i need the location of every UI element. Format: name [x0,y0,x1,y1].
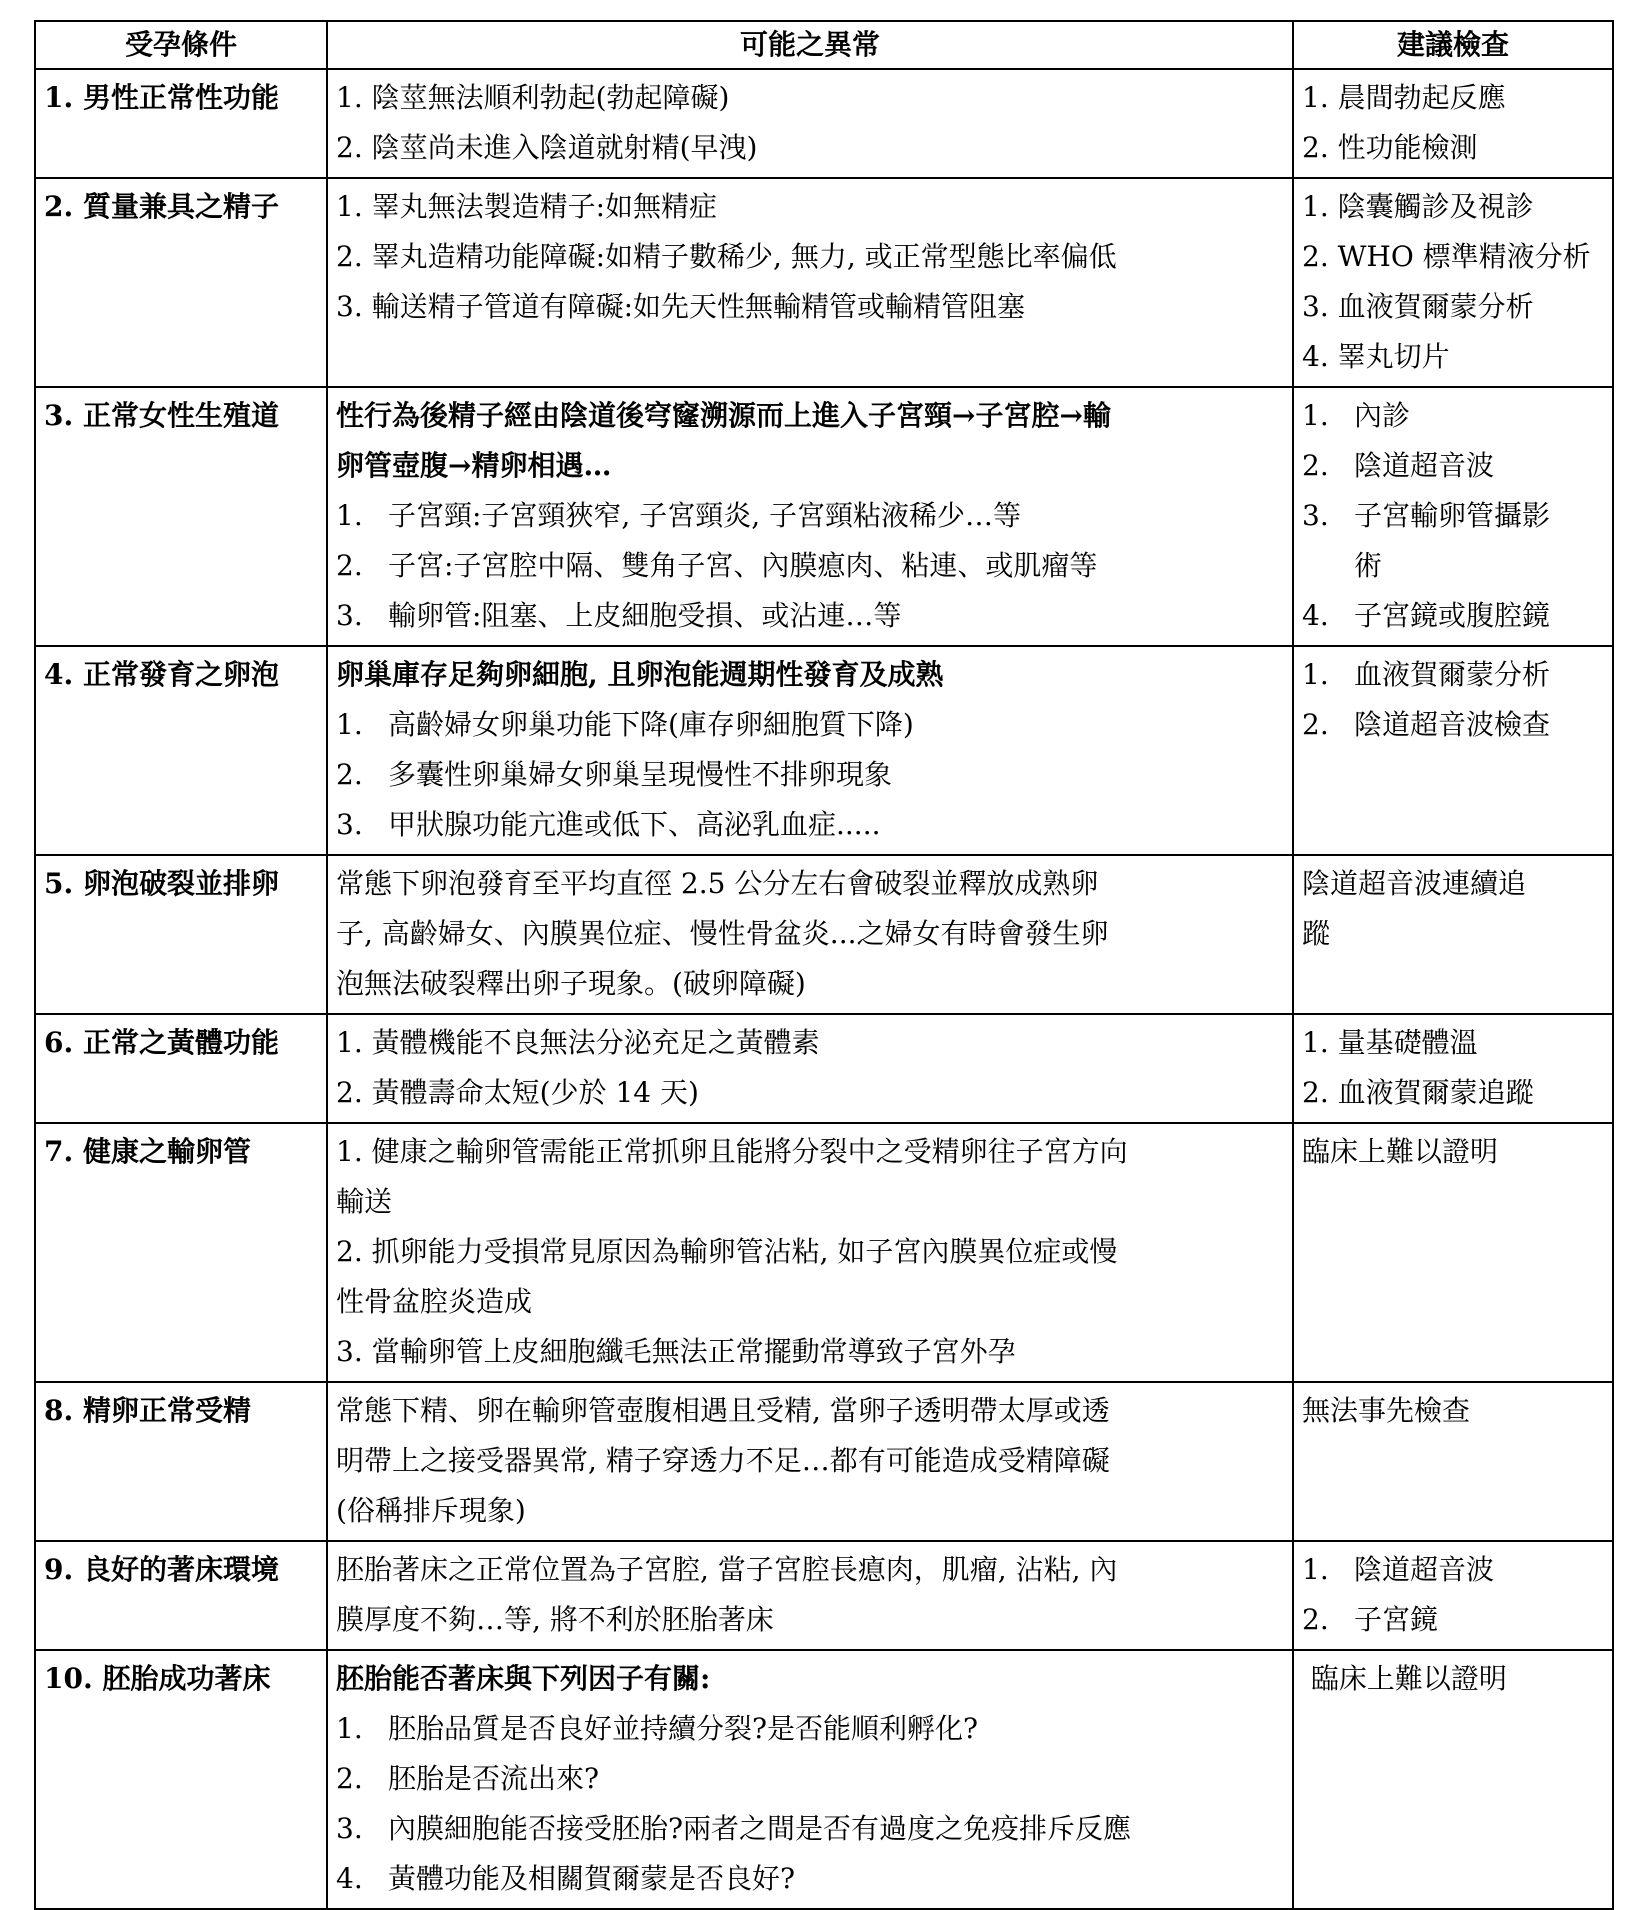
abnormality-cell [327,1382,1293,1541]
condition-cell: 7. 健康之輸卵管 [35,1123,327,1382]
abnormality-item: 明帶上之接受器異常, 精子穿透力不足…都有可能造成受精障礙 [336,1444,1110,1477]
abnormality-item [336,1854,1284,1904]
item-text: 高齡婦女卵巢功能下降(庫存卵細胞質下降) [388,708,914,741]
abnormality-item: 胚胎著床之正常位置為子宮腔, 當子宮腔長瘜肉，肌瘤, 沾粘, 內 [336,1553,1118,1586]
abnormality-intro: 卵管壺腹→精卵相遇… [336,449,612,482]
exam-item: 1. 晨間勃起反應 [1302,81,1506,114]
abnormality-item [336,800,1284,850]
abnormality-cell [327,1650,1293,1909]
exam-item [1302,700,1604,750]
item-text: 血液賀爾蒙分析 [1354,658,1551,691]
abnormality-item [336,700,1284,750]
abnormality-item: 輸送 [336,1185,393,1218]
exam-item [1302,1595,1604,1645]
abnormality-item: 3. 當輸卵管上皮細胞纖毛無法正常擺動常導致子宮外孕 [336,1335,1016,1368]
abnormality-cell [327,855,1293,1014]
item-number: 3. [336,1812,363,1845]
exam-item [1302,491,1604,541]
item-number: 1. [336,1712,363,1745]
item-number: 2. [1302,708,1329,741]
item-text: 子宮鏡或腹腔鏡 [1354,599,1551,632]
abnormality-item: 2. 黃體壽命太短(少於 14 天) [336,1076,699,1109]
table-row [35,178,1613,387]
item-number: 1. [336,499,363,532]
exam-item [1302,650,1604,700]
condition-cell: 6. 正常之黃體功能 [35,1014,327,1123]
table-body [35,69,1613,1909]
condition-cell: 10. 胚胎成功著床 [35,1650,327,1909]
item-text: 輸卵管:阻塞、上皮細胞受損、或沾連…等 [388,599,902,632]
abnormality-item [336,491,1284,541]
exam-cell [1293,69,1613,178]
exam-item: 蹤 [1302,917,1331,950]
exam-item: 臨床上難以證明 [1302,1662,1507,1695]
item-text: 內診 [1354,399,1411,432]
item-number: 3. [336,808,363,841]
abnormality-cell [327,178,1293,387]
item-text: 胚胎品質是否良好並持續分裂?是否能順利孵化? [388,1712,979,1745]
abnormality-item: 常態下卵泡發育至平均直徑 2.5 公分左右會破裂並釋放成熟卵 [336,867,1099,900]
table-row [35,1541,1613,1650]
item-number: 2. [1302,449,1329,482]
exam-cell [1293,1541,1613,1650]
item-text: 多囊性卵巢婦女卵巢呈現慢性不排卵現象 [388,758,893,791]
item-text: 子宮輸卵管攝影 [1354,499,1551,532]
exam-item: 1. 陰囊觸診及視診 [1302,190,1534,223]
fertility-conditions-table [34,20,1614,1910]
exam-cell [1293,178,1613,387]
exam-item: 無法事先檢查 [1302,1394,1471,1427]
item-number: 2. [336,758,363,791]
item-text: 胚胎是否流出來? [388,1762,600,1795]
abnormality-item: (俗稱排斥現象) [336,1494,526,1527]
table-row [35,855,1613,1014]
item-text: 子宮:子宮腔中隔、雙角子宮、內膜瘜肉、粘連、或肌瘤等 [388,549,1098,582]
table-row [35,1014,1613,1123]
abnormality-item: 1. 陰莖無法順利勃起(勃起障礙) [336,81,730,114]
item-text: 子宮鏡 [1354,1603,1439,1636]
table-row [35,1123,1613,1382]
item-text: 甲狀腺功能亢進或低下、高泌乳血症..... [388,808,881,841]
item-number: 2. [1302,1603,1329,1636]
condition-cell: 1. 男性正常性功能 [35,69,327,178]
exam-item: 1. 量基礎體溫 [1302,1026,1478,1059]
abnormality-cell [327,69,1293,178]
abnormality-item: 1. 睪丸無法製造精子:如無精症 [336,190,718,223]
item-number: 1. [336,708,363,741]
abnormality-item: 膜厚度不夠…等, 將不利於胚胎著床 [336,1603,774,1636]
abnormality-item: 1. 健康之輸卵管需能正常抓卵且能將分裂中之受精卵往子宮方向 [336,1135,1128,1168]
header-exam: 建議檢查 [1293,21,1613,69]
abnormality-cell [327,1014,1293,1123]
condition-cell: 4. 正常發育之卵泡 [35,646,327,855]
table-row [35,1382,1613,1541]
abnormality-item [336,591,1284,641]
exam-cell [1293,1650,1613,1909]
item-number: 2. [336,549,363,582]
exam-item: 陰道超音波連續追 [1302,867,1527,900]
condition-cell: 3. 正常女性生殖道 [35,387,327,646]
table-row [35,1650,1613,1909]
abnormality-item [336,1704,1284,1754]
abnormality-cell [327,1541,1293,1650]
item-number: 3. [1302,499,1329,532]
item-number: 1. [1302,399,1329,432]
exam-cell [1293,855,1613,1014]
exam-item: 2. WHO 標準精液分析 [1302,240,1591,273]
header-abnormality: 可能之異常 [327,21,1293,69]
abnormality-item: 2. 抓卵能力受損常見原因為輸卵管沾粘, 如子宮內膜異位症或慢 [336,1235,1118,1268]
item-text: 陰道超音波 [1354,449,1495,482]
abnormality-item: 2. 陰莖尚未進入陰道就射精(早洩) [336,131,758,164]
table-row [35,69,1613,178]
exam-cell [1293,387,1613,646]
exam-cell [1293,646,1613,855]
item-number: 4. [336,1862,363,1895]
abnormality-item: 子, 高齡婦女、內膜異位症、慢性骨盆炎...之婦女有時會發生卵 [336,917,1109,950]
abnormality-cell [327,1123,1293,1382]
condition-cell: 9. 良好的著床環境 [35,1541,327,1650]
exam-cell [1293,1382,1613,1541]
exam-item: 3. 血液賀爾蒙分析 [1302,290,1534,323]
exam-item [1302,391,1604,441]
abnormality-item [336,541,1284,591]
item-number: 2. [336,1762,363,1795]
exam-item-continuation: 術 [1354,549,1383,582]
exam-cell [1293,1014,1613,1123]
abnormality-cell [327,646,1293,855]
item-text: 子宮頸:子宮頸狹窄, 子宮頸炎, 子宮頸粘液稀少…等 [388,499,1022,532]
abnormality-item [336,750,1284,800]
abnormality-item: 性骨盆腔炎造成 [336,1285,533,1318]
exam-item [1302,591,1604,641]
item-text: 陰道超音波檢查 [1354,708,1551,741]
abnormality-cell [327,387,1293,646]
abnormality-intro: 卵巢庫存足夠卵細胞, 且卵泡能週期性發育及成熟 [336,658,944,691]
condition-cell: 8. 精卵正常受精 [35,1382,327,1541]
item-text: 陰道超音波 [1354,1553,1495,1586]
item-text: 黃體功能及相關賀爾蒙是否良好? [388,1862,796,1895]
item-text: 內膜細胞能否接受胚胎?兩者之間是否有過度之免疫排斥反應 [388,1812,1132,1845]
item-number: 1. [1302,1553,1329,1586]
table-row [35,387,1613,646]
exam-item [1302,1545,1604,1595]
item-number: 4. [1302,599,1329,632]
item-number: 1. [1302,658,1329,691]
exam-item: 2. 性功能檢測 [1302,131,1478,164]
header-condition: 受孕條件 [35,21,327,69]
abnormality-item: 3. 輸送精子管道有障礙:如先天性無輸精管或輸精管阻塞 [336,290,1026,323]
abnormality-item: 泡無法破裂釋出卵子現象。(破卵障礙) [336,967,806,1000]
exam-item: 臨床上難以證明 [1302,1135,1499,1168]
exam-cell [1293,1123,1613,1382]
abnormality-item: 1. 黃體機能不良無法分泌充足之黃體素 [336,1026,820,1059]
exam-item: 2. 血液賀爾蒙追蹤 [1302,1076,1534,1109]
abnormality-intro: 胚胎能否著床與下列因子有關: [336,1662,711,1695]
exam-item: 4. 睪丸切片 [1302,340,1450,373]
condition-cell: 5. 卵泡破裂並排卵 [35,855,327,1014]
abnormality-item: 2. 睪丸造精功能障礙:如精子數稀少, 無力, 或正常型態比率偏低 [336,240,1117,273]
header-row [35,21,1613,69]
abnormality-intro: 性行為後精子經由陰道後穹窿溯源而上進入子宮頸→子宮腔→輸 [336,399,1111,432]
abnormality-item [336,1754,1284,1804]
table-row [35,646,1613,855]
abnormality-item: 常態下精、卵在輸卵管壺腹相遇且受精, 當卵子透明帶太厚或透 [336,1394,1110,1427]
condition-cell: 2. 質量兼具之精子 [35,178,327,387]
abnormality-item [336,1804,1284,1854]
exam-item [1302,441,1604,491]
item-number: 3. [336,599,363,632]
